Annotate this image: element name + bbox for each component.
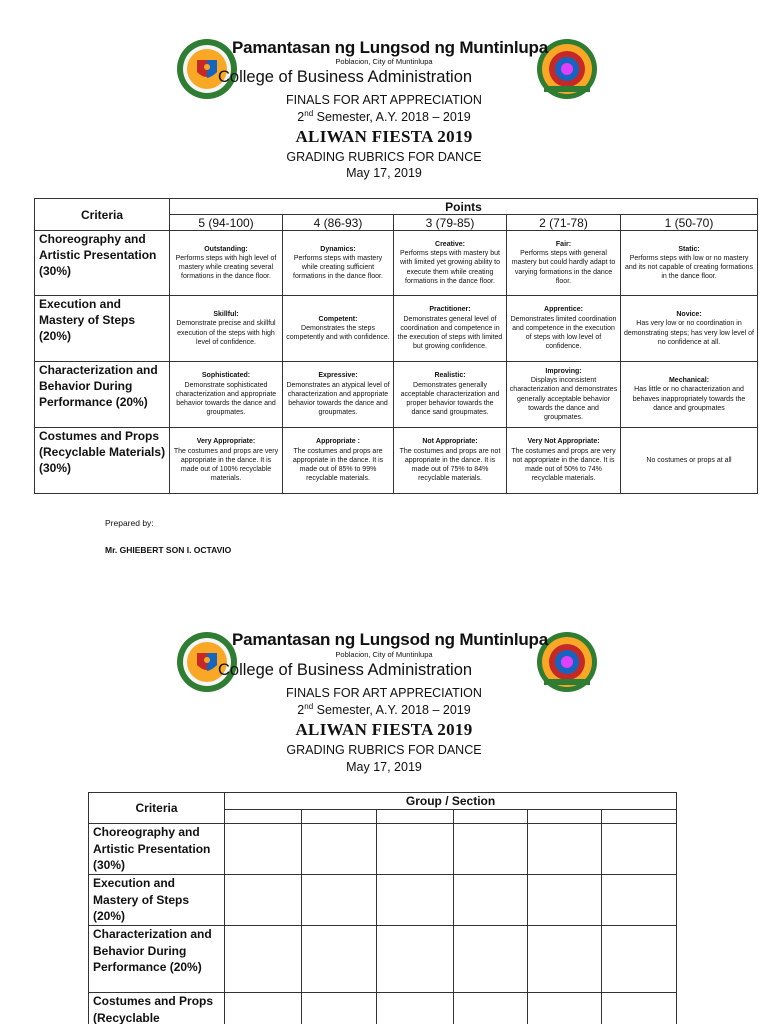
group-name-cell[interactable] [528, 810, 602, 824]
rubric-cell: Very Appropriate: The costumes and props are very appropriate in the dance. It is made out of 100% recyclable materials. [170, 428, 283, 494]
finals-title: FINALS FOR ART APPRECIATION [286, 686, 482, 700]
rubric-row [35, 231, 758, 296]
score-sheet-table [88, 792, 677, 1024]
score-row [89, 926, 677, 993]
rubric-cell: Outstanding: Performs steps with high level of mastery while creating several formations in the dance floor. [170, 231, 283, 296]
semester-line: 2nd Semester, A.Y. 2018 – 2019 [297, 109, 471, 125]
event-title: ALIWAN FIESTA 2019 [295, 720, 473, 739]
rubric-row [35, 362, 758, 428]
rubric-cell: Competent: Demonstrates the steps competently and with confidence. [283, 296, 394, 362]
rubric-cell: No costumes or props at all [621, 428, 758, 494]
score-cell[interactable] [302, 926, 377, 993]
level-header: 3 (79-85) [394, 215, 507, 231]
score-cell[interactable] [225, 993, 302, 1024]
score-cell[interactable] [225, 926, 302, 993]
points-header: Points [170, 199, 758, 215]
criterion-label: Execution and Mastery of Steps (20%) [35, 296, 170, 362]
score-cell[interactable] [528, 824, 602, 875]
score-criterion-label: Costumes and Props (Recyclable [89, 993, 225, 1024]
score-cell[interactable] [454, 875, 528, 926]
prepared-by-name: Mr. GHIEBERT SON I. OCTAVIO [105, 545, 232, 555]
event-title: ALIWAN FIESTA 2019 [295, 127, 473, 146]
group-name-cell[interactable] [454, 810, 528, 824]
score-row [89, 993, 677, 1024]
rubric-cell: Not Appropriate: The costumes and props are not appropriate in the dance. It is made out of 75% to 84% recyclable materials. [394, 428, 507, 494]
score-cell[interactable] [454, 993, 528, 1024]
group-name-cell[interactable] [602, 810, 677, 824]
prepared-by-label: Prepared by: [105, 518, 154, 528]
rubric-title: GRADING RUBRICS FOR DANCE [286, 150, 482, 164]
score-cell[interactable] [602, 824, 677, 875]
university-address: Poblacion, City of Muntinlupa [335, 57, 433, 66]
score-row [89, 875, 677, 926]
rubric-cell: Very Not Appropriate: The costumes and props are very not appropriate in the dance. It is made out of 50% to 74% recyclable materials. [507, 428, 621, 494]
score-row [89, 824, 677, 875]
group-section-header: Group / Section [225, 793, 677, 810]
level-header: 4 (86-93) [283, 215, 394, 231]
score-cell[interactable] [528, 926, 602, 993]
rubric-table [34, 198, 758, 494]
score-cell[interactable] [225, 875, 302, 926]
score-cell[interactable] [377, 824, 454, 875]
rubric-title: GRADING RUBRICS FOR DANCE [286, 743, 482, 757]
score-cell[interactable] [302, 875, 377, 926]
rubric-date: May 17, 2019 [346, 166, 422, 180]
score-criterion-label: Characterization and Behavior During Performance (20%) [89, 926, 225, 993]
criteria-header: Criteria [35, 199, 170, 231]
rubric-cell: Novice: Has very low or no coordination in demonstrating steps; has very low level of no confidence at all. [621, 296, 758, 362]
group-name-cell[interactable] [225, 810, 302, 824]
score-cell[interactable] [377, 875, 454, 926]
college-name: College of Business Administration [218, 661, 473, 679]
criterion-label: Characterization and Behavior During Performance (20%) [35, 362, 170, 428]
rubric-row [35, 296, 758, 362]
rubric-cell: Fair: Performs steps with general mastery but could hardly adapt to varying formations in the dance floor. [507, 231, 621, 296]
rubric-row [35, 428, 758, 494]
university-name: Pamantasan ng Lungsod ng Muntinlupa [232, 38, 548, 57]
rubric-cell: Expressive: Demonstrates an atypical level of characterization and appropriate behavior towards the dance and groupmates. [283, 362, 394, 428]
score-cell[interactable] [454, 926, 528, 993]
score-cell[interactable] [602, 993, 677, 1024]
score-cell[interactable] [377, 993, 454, 1024]
group-name-cell[interactable] [302, 810, 377, 824]
rubric-cell: Realistic: Demonstrates generally acceptable characterization and proper behavior towards the dance sand groupmates. [394, 362, 507, 428]
score-criteria-header: Criteria [89, 793, 225, 824]
rubric-cell: Sophisticated: Demonstrate sophisticated characterization and appropriate behavior towards the dance and groupmates. [170, 362, 283, 428]
university-name: Pamantasan ng Lungsod ng Muntinlupa [232, 630, 548, 649]
rubric-cell: Apprentice: Demonstrates limited coordination and competence in the execution of steps with low level of confidence. [507, 296, 621, 362]
finals-title: FINALS FOR ART APPRECIATION [286, 93, 482, 107]
score-cell[interactable] [302, 824, 377, 875]
group-name-cell[interactable] [377, 810, 454, 824]
rubric-cell: Creative: Performs steps with mastery but with limited yet growing ability to execute them while creating formations in the dance floor. [394, 231, 507, 296]
rubric-cell: Static: Performs steps with low or no mastery and its not capable of creating formations in the dance floor. [621, 231, 758, 296]
rubric-cell: Dynamics: Performs steps with mastery while creating sufficient formations in the dance floor. [283, 231, 394, 296]
rubric-cell: Skillful: Demonstrate precise and skillful execution of the steps with high level of confidence. [170, 296, 283, 362]
level-header: 1 (50-70) [621, 215, 758, 231]
score-cell[interactable] [377, 926, 454, 993]
college-name: College of Business Administration [218, 68, 473, 86]
rubric-cell: Improving: Displays inconsistent characterization and demonstrates generally acceptable behavior towards the dance and groupmates. [507, 362, 621, 428]
score-cell[interactable] [302, 993, 377, 1024]
score-cell[interactable] [528, 993, 602, 1024]
level-header: 5 (94-100) [170, 215, 283, 231]
level-header: 2 (71-78) [507, 215, 621, 231]
semester-line: 2nd Semester, A.Y. 2018 – 2019 [297, 702, 471, 718]
score-cell[interactable] [528, 875, 602, 926]
rubric-date: May 17, 2019 [346, 760, 422, 774]
score-cell[interactable] [602, 926, 677, 993]
rubric-cell: Appropriate : The costumes and props are appropriate in the dance. It is made out of 85% to 99% recyclable materials. [283, 428, 394, 494]
rubric-cell: Mechanical: Has little or no characterization and behaves inappropriately towards the dance and groupmates [621, 362, 758, 428]
score-criterion-label: Choreography and Artistic Presentation (30%) [89, 824, 225, 875]
score-criterion-label: Execution and Mastery of Steps (20%) [89, 875, 225, 926]
criterion-label: Costumes and Props (Recyclable Materials) (30%) [35, 428, 170, 494]
rubric-cell: Practitioner: Demonstrates general level of coordination and competence in the execution of steps with limited but growing confidence. [394, 296, 507, 362]
criterion-label: Choreography and Artistic Presentation (30%) [35, 231, 170, 296]
score-cell[interactable] [602, 875, 677, 926]
score-cell[interactable] [454, 824, 528, 875]
university-address: Poblacion, City of Muntinlupa [335, 650, 433, 659]
score-cell[interactable] [225, 824, 302, 875]
